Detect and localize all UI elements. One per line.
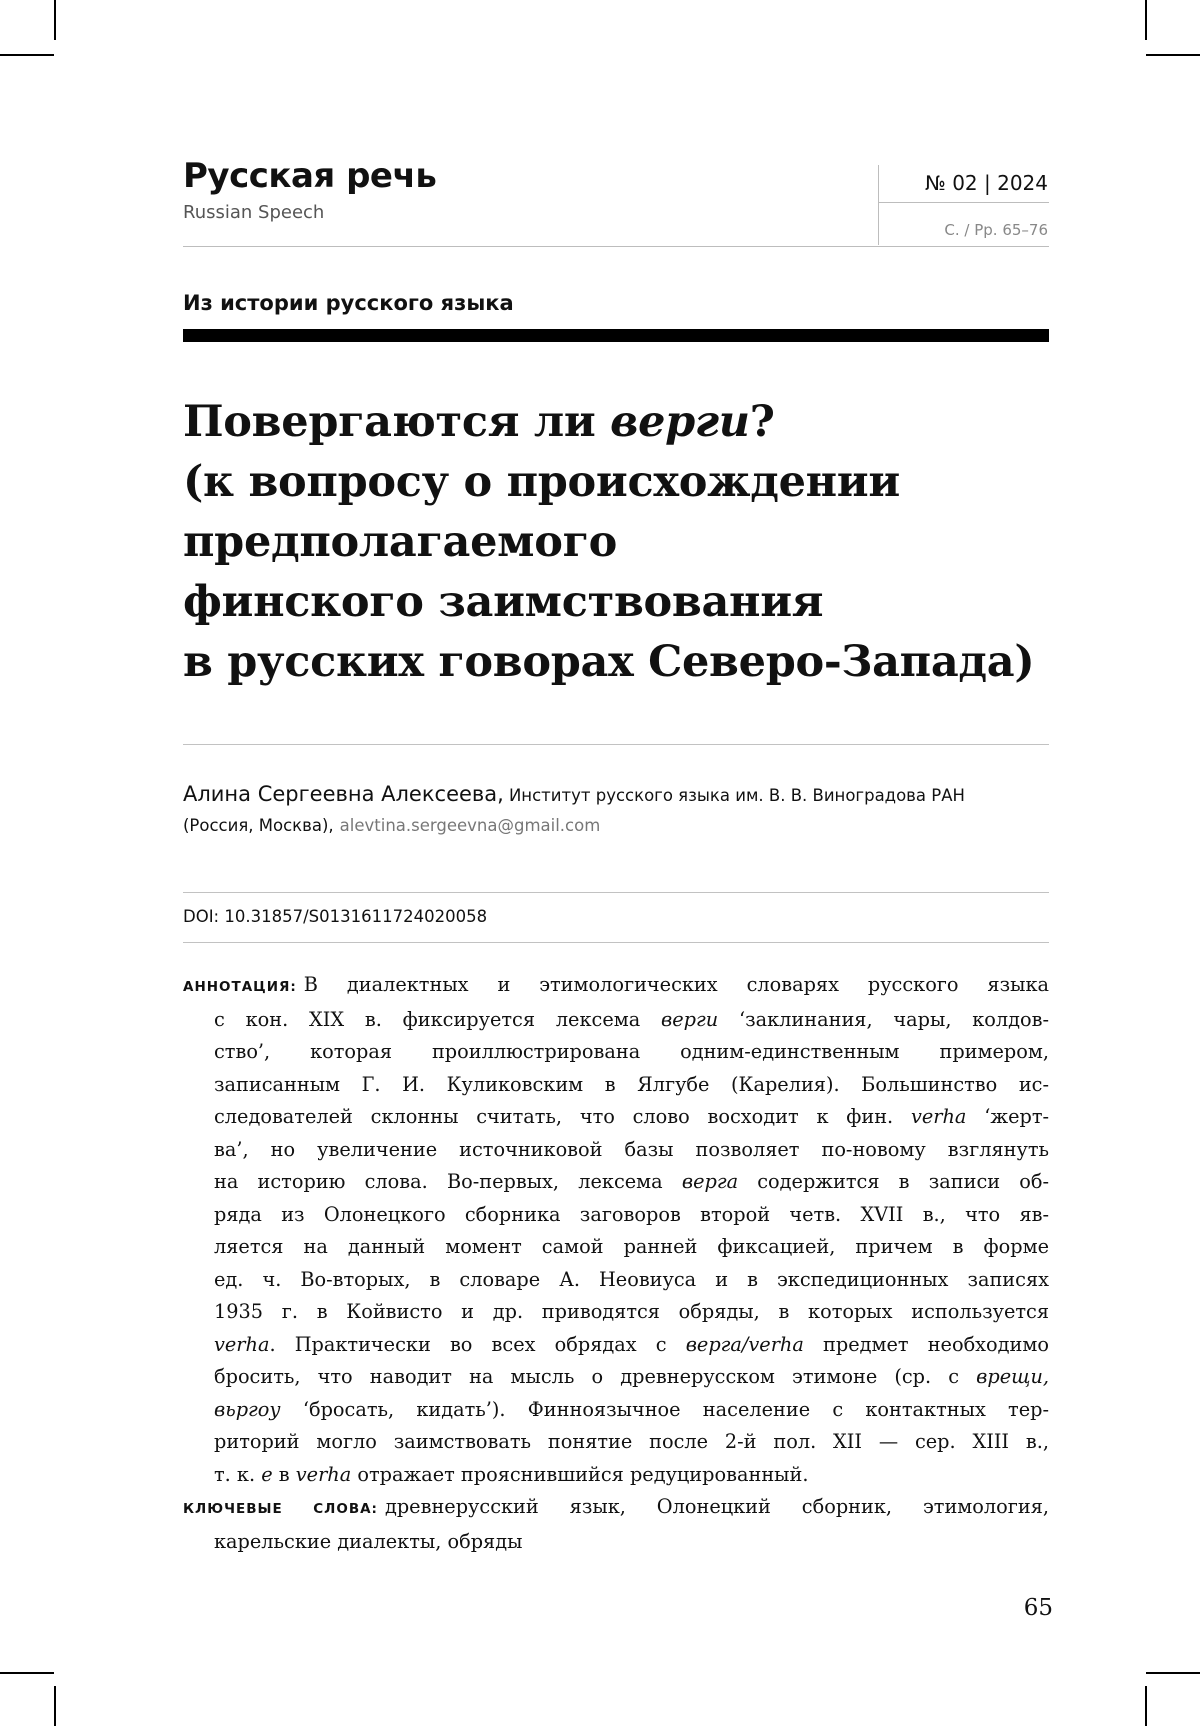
crop-mark-top-right-h xyxy=(1146,54,1200,56)
abstract-line: ед. ч. Во-вторых, в словаре А. Неовиуса и в экспедиционных записях xyxy=(214,1267,1049,1291)
abstract-italic: вьргоу xyxy=(214,1397,281,1421)
abstract-italic: е xyxy=(261,1462,273,1486)
author-line-2 xyxy=(183,816,600,835)
abstract-line xyxy=(183,1004,1049,1037)
abstract-text: ‘жерт- xyxy=(966,1105,1050,1128)
keywords-line: карельские диалекты, обряды xyxy=(214,1529,523,1553)
abstract-text: в xyxy=(272,1462,296,1486)
title-line-4: финского заимствования xyxy=(183,577,824,627)
abstract-text: следователей склонны считать, что слово восходит к фин. xyxy=(214,1105,911,1128)
author-email-link[interactable]: alevtina.sergeevna@gmail.com xyxy=(339,816,601,835)
abstract-text: т. к. xyxy=(214,1462,262,1486)
journal-name-english: Russian Speech xyxy=(183,202,325,223)
abstract-line: записанным Г. И. Куликовским в Ялгубе (Карелия). Большинство ис- xyxy=(214,1072,1049,1096)
doi-top-rule xyxy=(183,892,1049,893)
abstract-text: бросить, что наводит на мысль о древнерусском этимоне (ср. с xyxy=(214,1365,977,1388)
abstract-line xyxy=(183,1329,1049,1362)
abstract-text: отражает прояснившийся редуцированный. xyxy=(351,1462,809,1486)
crop-mark-top-right xyxy=(1145,0,1147,40)
crop-mark-top-left xyxy=(54,0,56,40)
crop-mark-bottom-left-h xyxy=(0,1672,54,1674)
title-line-1 xyxy=(183,392,1049,452)
abstract-italic: врещи, xyxy=(976,1365,1049,1388)
doi-bottom-rule xyxy=(183,942,1049,943)
keywords-line xyxy=(183,1491,1049,1526)
crop-mark-bottom-right xyxy=(1145,1686,1147,1726)
abstract-line xyxy=(183,1101,1049,1134)
title-line-5: в русских говорах Северо-Запада) xyxy=(183,637,1035,687)
article-title xyxy=(183,392,1049,692)
crop-mark-bottom-right-h xyxy=(1146,1672,1200,1674)
section-thick-rule xyxy=(183,329,1049,342)
abstract-italic: verha xyxy=(295,1462,352,1486)
abstract-text: ‘бросать, кидать’). Финноязычное население с контактных тер- xyxy=(280,1397,1049,1421)
page-number: 65 xyxy=(1023,1595,1053,1621)
abstract-line: ляется на данный момент самой ранней фиксацией, причем в форме xyxy=(214,1235,1049,1258)
title-text: Повергаются ли xyxy=(183,397,611,447)
abstract-line xyxy=(183,1459,1049,1492)
abstract-text: содержится в записи об- xyxy=(738,1170,1050,1193)
title-line-3: предполагаемого xyxy=(183,517,618,567)
abstract-italic: verha xyxy=(910,1105,967,1128)
abstract-line xyxy=(183,1166,1049,1199)
abstract-line xyxy=(183,1394,1049,1427)
abstract-line xyxy=(183,1361,1049,1394)
abstract-text: В диалектных и этимологических словарях русского языка xyxy=(303,973,1049,996)
abstract-text: на историю слова. Во-первых, лексема xyxy=(214,1170,682,1193)
header-rule xyxy=(183,246,1049,247)
abstract-line: ство’, которая проиллюстрирована одним-единственным примером, xyxy=(214,1040,1049,1063)
abstract-text: ‘заклинания, чары, колдов- xyxy=(718,1007,1049,1031)
abstract-text: . Практически во всех обрядах с xyxy=(269,1332,686,1356)
abstract-line: ряда из Олонецкого сборника заговоров второй четв. XVII в., что яв- xyxy=(214,1202,1049,1226)
issue-divider xyxy=(878,202,1049,203)
abstract-block xyxy=(183,969,1049,1558)
author-line xyxy=(183,782,965,806)
author-name: Алина Сергеевна Алексеева, xyxy=(183,782,504,806)
journal-name: Русская речь xyxy=(183,156,437,196)
abstract-italic: верга xyxy=(681,1170,739,1193)
abstract-text: предмет необходимо xyxy=(803,1332,1049,1356)
crop-mark-bottom-left xyxy=(54,1686,56,1726)
page-range: С. / Pp. 65–76 xyxy=(944,221,1048,239)
author-affiliation: Институт русского языка им. В. В. Виноградова РАН xyxy=(508,786,965,805)
abstract-line: 1935 г. в Койвисто и др. приводятся обряды, в которых используется xyxy=(214,1300,1049,1323)
title-question-mark: ? xyxy=(749,397,775,447)
crop-mark-top-left-h xyxy=(0,54,54,56)
abstract-label: АННОТАЦИЯ: xyxy=(183,979,297,995)
abstract-italic: verha xyxy=(214,1332,270,1356)
abstract-italic: верги xyxy=(661,1007,719,1031)
abstract-italic: верга/verha xyxy=(685,1332,804,1356)
title-line-2: (к вопросу о происхождении xyxy=(183,457,900,507)
title-rule xyxy=(183,744,1049,745)
author-location: (Россия, Москва), xyxy=(183,816,334,835)
keywords-text: древнерусский язык, Олонецкий сборник, этимология, xyxy=(384,1495,1049,1518)
abstract-line: ва’, но увеличение источниковой базы позволяет по-новому взглянуть xyxy=(214,1137,1049,1161)
doi[interactable]: DOI: 10.31857/S0131611724020058 xyxy=(183,907,488,926)
abstract-line: риторий могло заимствовать понятие после 2-й пол. XII — сер. XIII в., xyxy=(214,1430,1049,1453)
section-heading: Из истории русского языка xyxy=(183,291,514,315)
abstract-text: с кон. XIX в. фиксируется лексема xyxy=(214,1007,662,1031)
header-vertical-divider xyxy=(878,165,879,245)
keywords-label: КЛЮЧЕВЫЕ СЛОВА: xyxy=(183,1501,378,1517)
issue-number: № 02 | 2024 xyxy=(925,171,1048,195)
abstract-line xyxy=(183,969,1049,1004)
title-italic-word: верги xyxy=(610,397,750,447)
